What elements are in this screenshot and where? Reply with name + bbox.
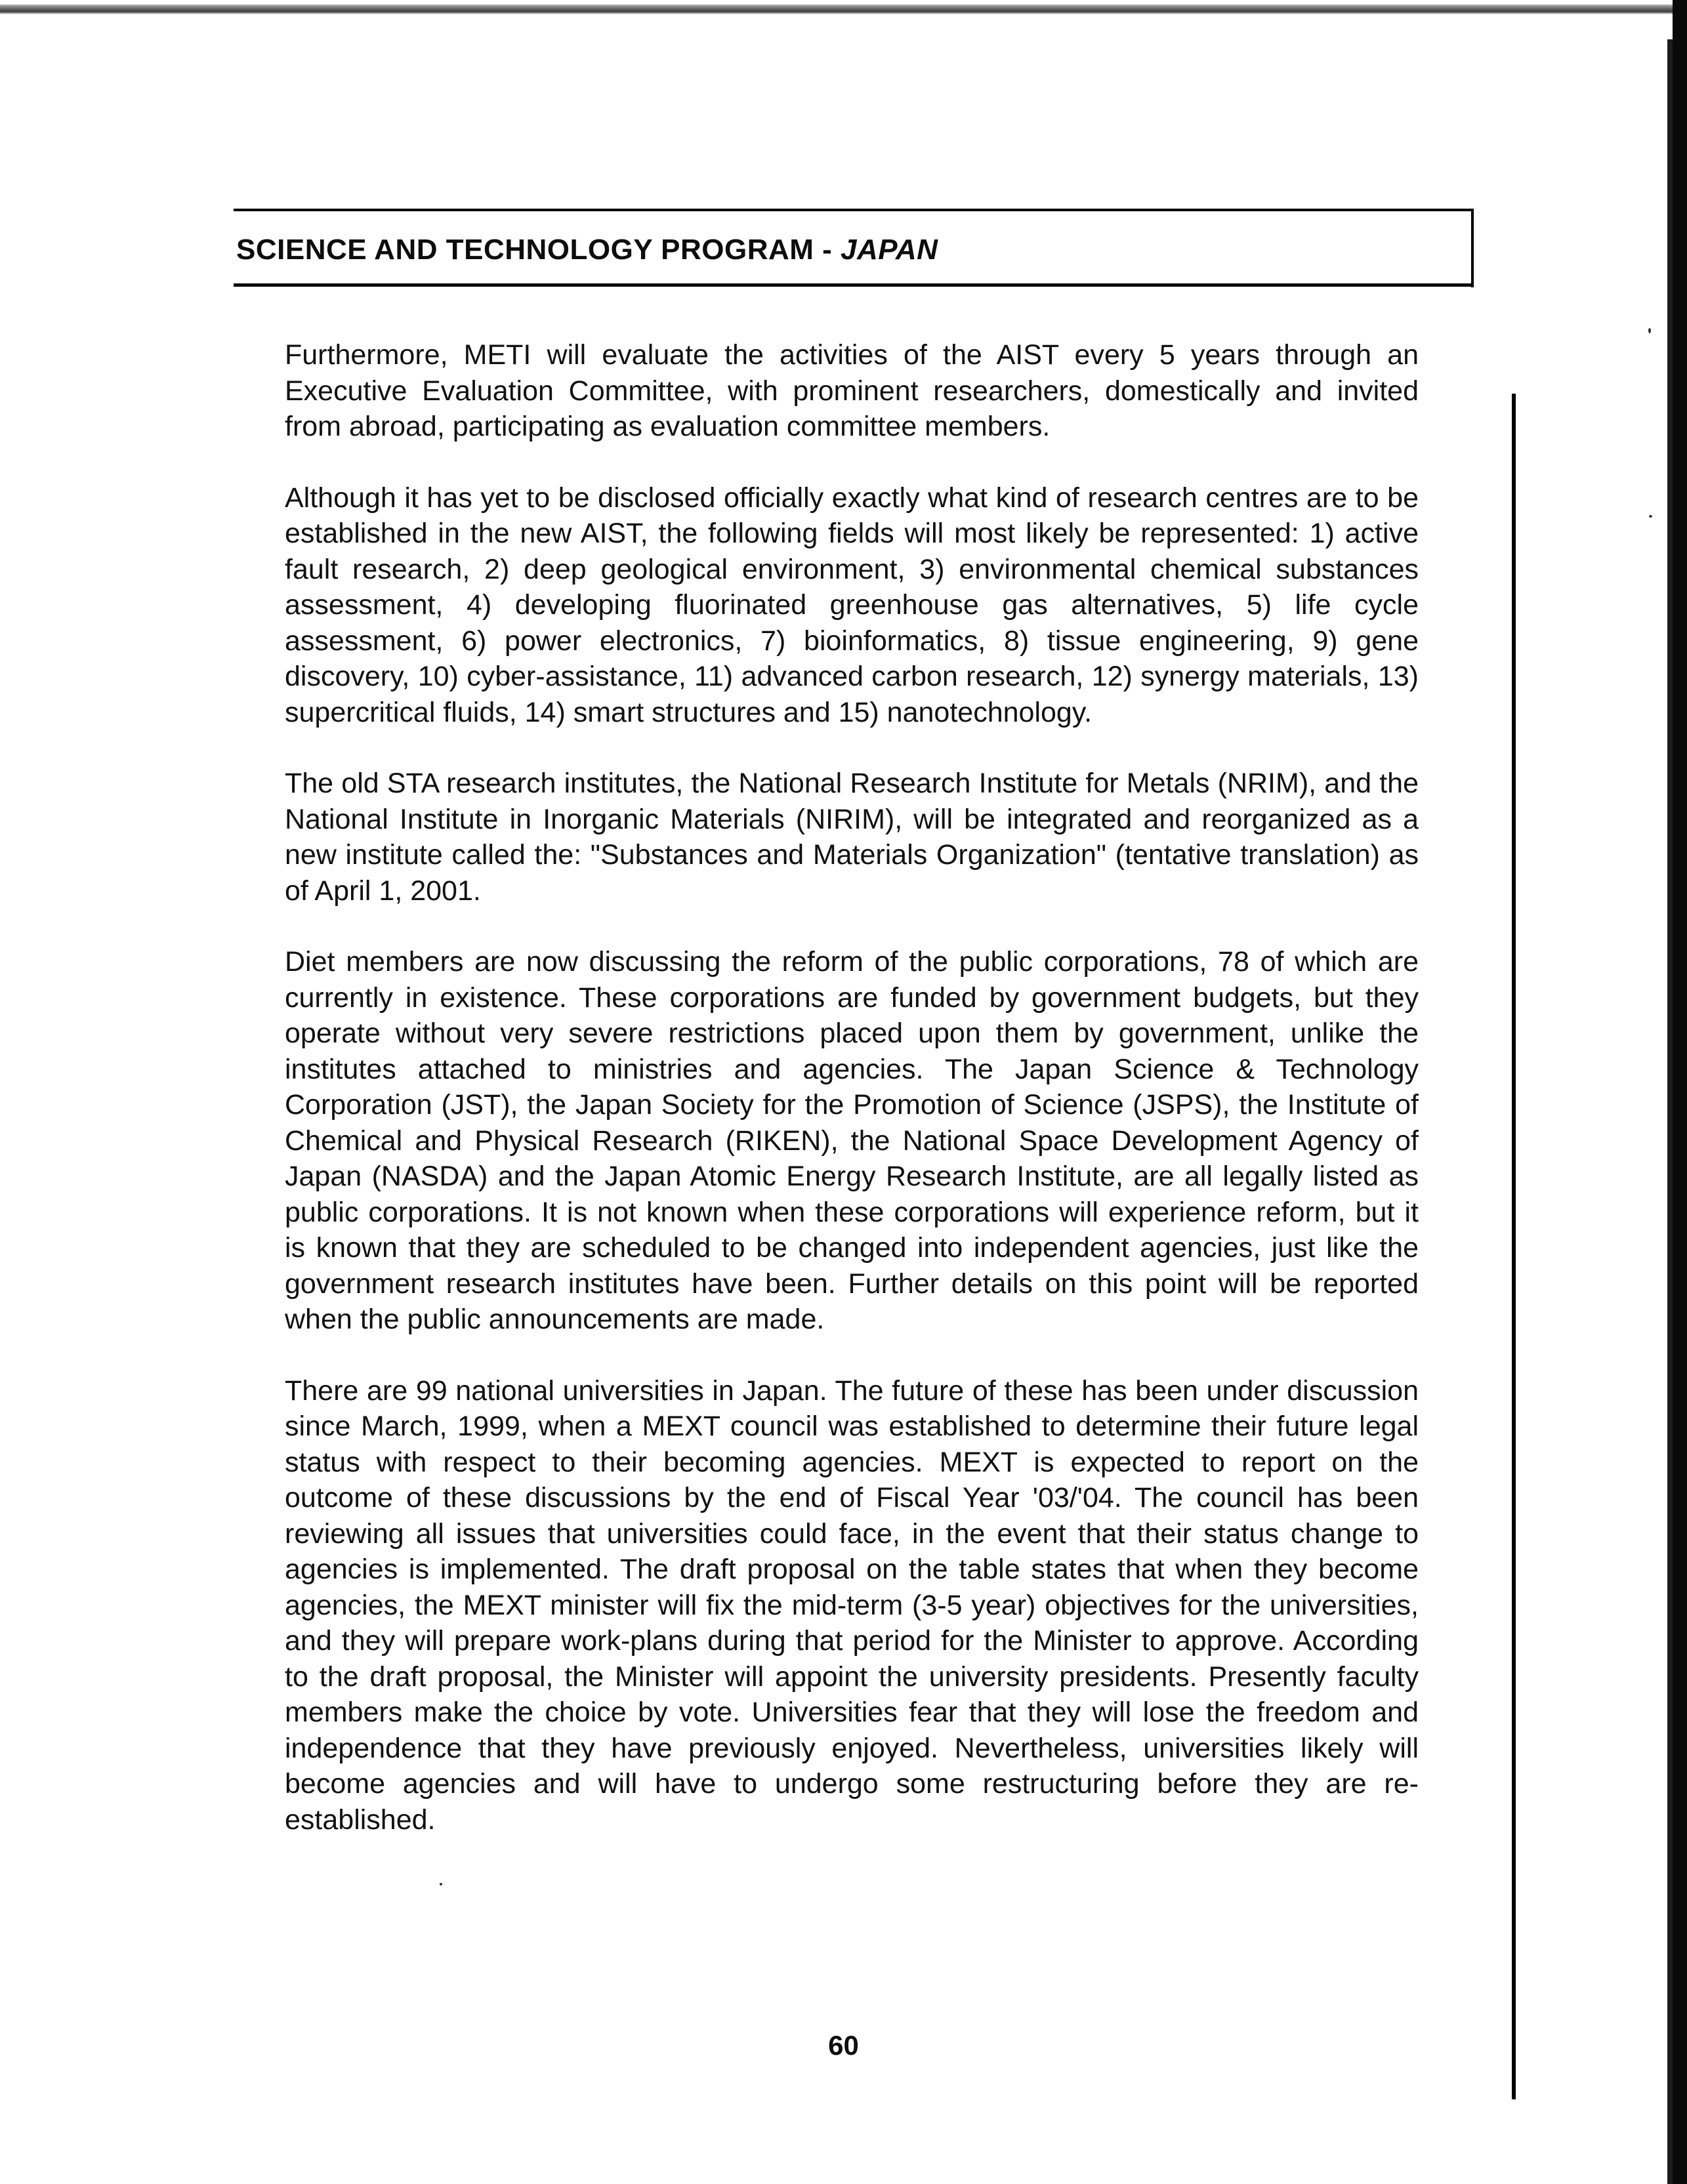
paragraph-public-corporations: Diet members are now discussing the reform of the public corporations, 78 of which are currently in existence. These corporations are funded by government budgets, but they operate without very severe restrictions placed upon them by government, unlike the institutes attached to ministries and agencies. The Japan Science & Technology Corporation (JST), the Japan Society for the Promotion of Science (JSPS), the Institute of Chemical and Physical Research (RIKEN), the National Space Development Agency of Japan (NASDA) and the Japan Atomic Energy Research Institute, are all legally listed as public corporations. It is not known when these corporations will experience reform, but it is known that they are scheduled to be changed into independent agencies, just like the government research institutes have been. Further details on this point will be reported when the public announcements are made. (285, 946, 1419, 1335)
paragraph-meti-evaluation: Furthermore, METI will evaluate the activities of the AIST every 5 years through an Executive Evaluation Committee, with prominent researchers, domestically and invited from abroad, participating as evaluation committee members. (285, 339, 1419, 442)
header-frame-right (1471, 209, 1474, 287)
scan-right-shadow (1667, 39, 1673, 2184)
scan-right-border (1673, 0, 1687, 2184)
paragraph-sta-institutes: The old STA research institutes, the National Research Institute for Metals (NRIM), and the National Institute in Inorganic Materials (NIRIM), will be integrated and reorganized as a new institute called the: "Substances and Materials Organization" (tentative translation) as of April 1, 2001. (285, 768, 1419, 907)
scan-speck (1648, 328, 1651, 333)
page-header (236, 234, 938, 266)
header-title-text: SCIENCE AND TECHNOLOGY PROGRAM - (236, 234, 841, 266)
scan-speck (1649, 515, 1652, 518)
page-number: 60 (828, 2030, 859, 2061)
paragraph-national-universities: There are 99 national universities in Japan. The future of these has been under discussion since March, 1999, when a MEXT council was established to determine their future legal status with respect to their becoming agencies. MEXT is expected to report on the outcome of these discussions by the end of Fiscal Year '03/'04. The council has been reviewing all issues that universities could face, in the event that their status change to agencies is implemented. The draft proposal on the table states that when they become agencies, the MEXT minister will fix the mid-term (3-5 year) objectives for the universities, and they will prepare work-plans during that period for the Minister to approve. According to the draft proposal, the Minister will appoint the university presidents. Presently faculty members make the choice by vote. Universities fear that they will lose the freedom and independence that they have previously enjoyed. Nevertheless, universities likely will become agencies and will have to undergo some restructuring before they are re-established. (285, 1374, 1419, 1836)
header-rule (234, 283, 1474, 287)
scan-speck (440, 1883, 442, 1885)
document-body (285, 337, 1419, 1873)
paragraph-aist-research-fields: Although it has yet to be disclosed officially exactly what kind of research centres are to be established in the new AIST, the following fields will most likely be represented: 1) active fault research, 2) deep geological environment, 3) environmental chemical substances assessment, 4) developing fluorinated greenhouse gas alternatives, 5) life cycle assessment, 6) power electronics, 7) bioinformatics, 8) tissue engineering, 9) gene discovery, 10) cyber-assistance, 11) advanced carbon research, 12) synergy materials, 13) supercritical fluids, 14) smart structures and 15) nanotechnology. (285, 482, 1419, 728)
scan-top-edge (0, 0, 1687, 14)
header-title-country: JAPAN (841, 234, 938, 266)
margin-rule (1512, 394, 1516, 2099)
